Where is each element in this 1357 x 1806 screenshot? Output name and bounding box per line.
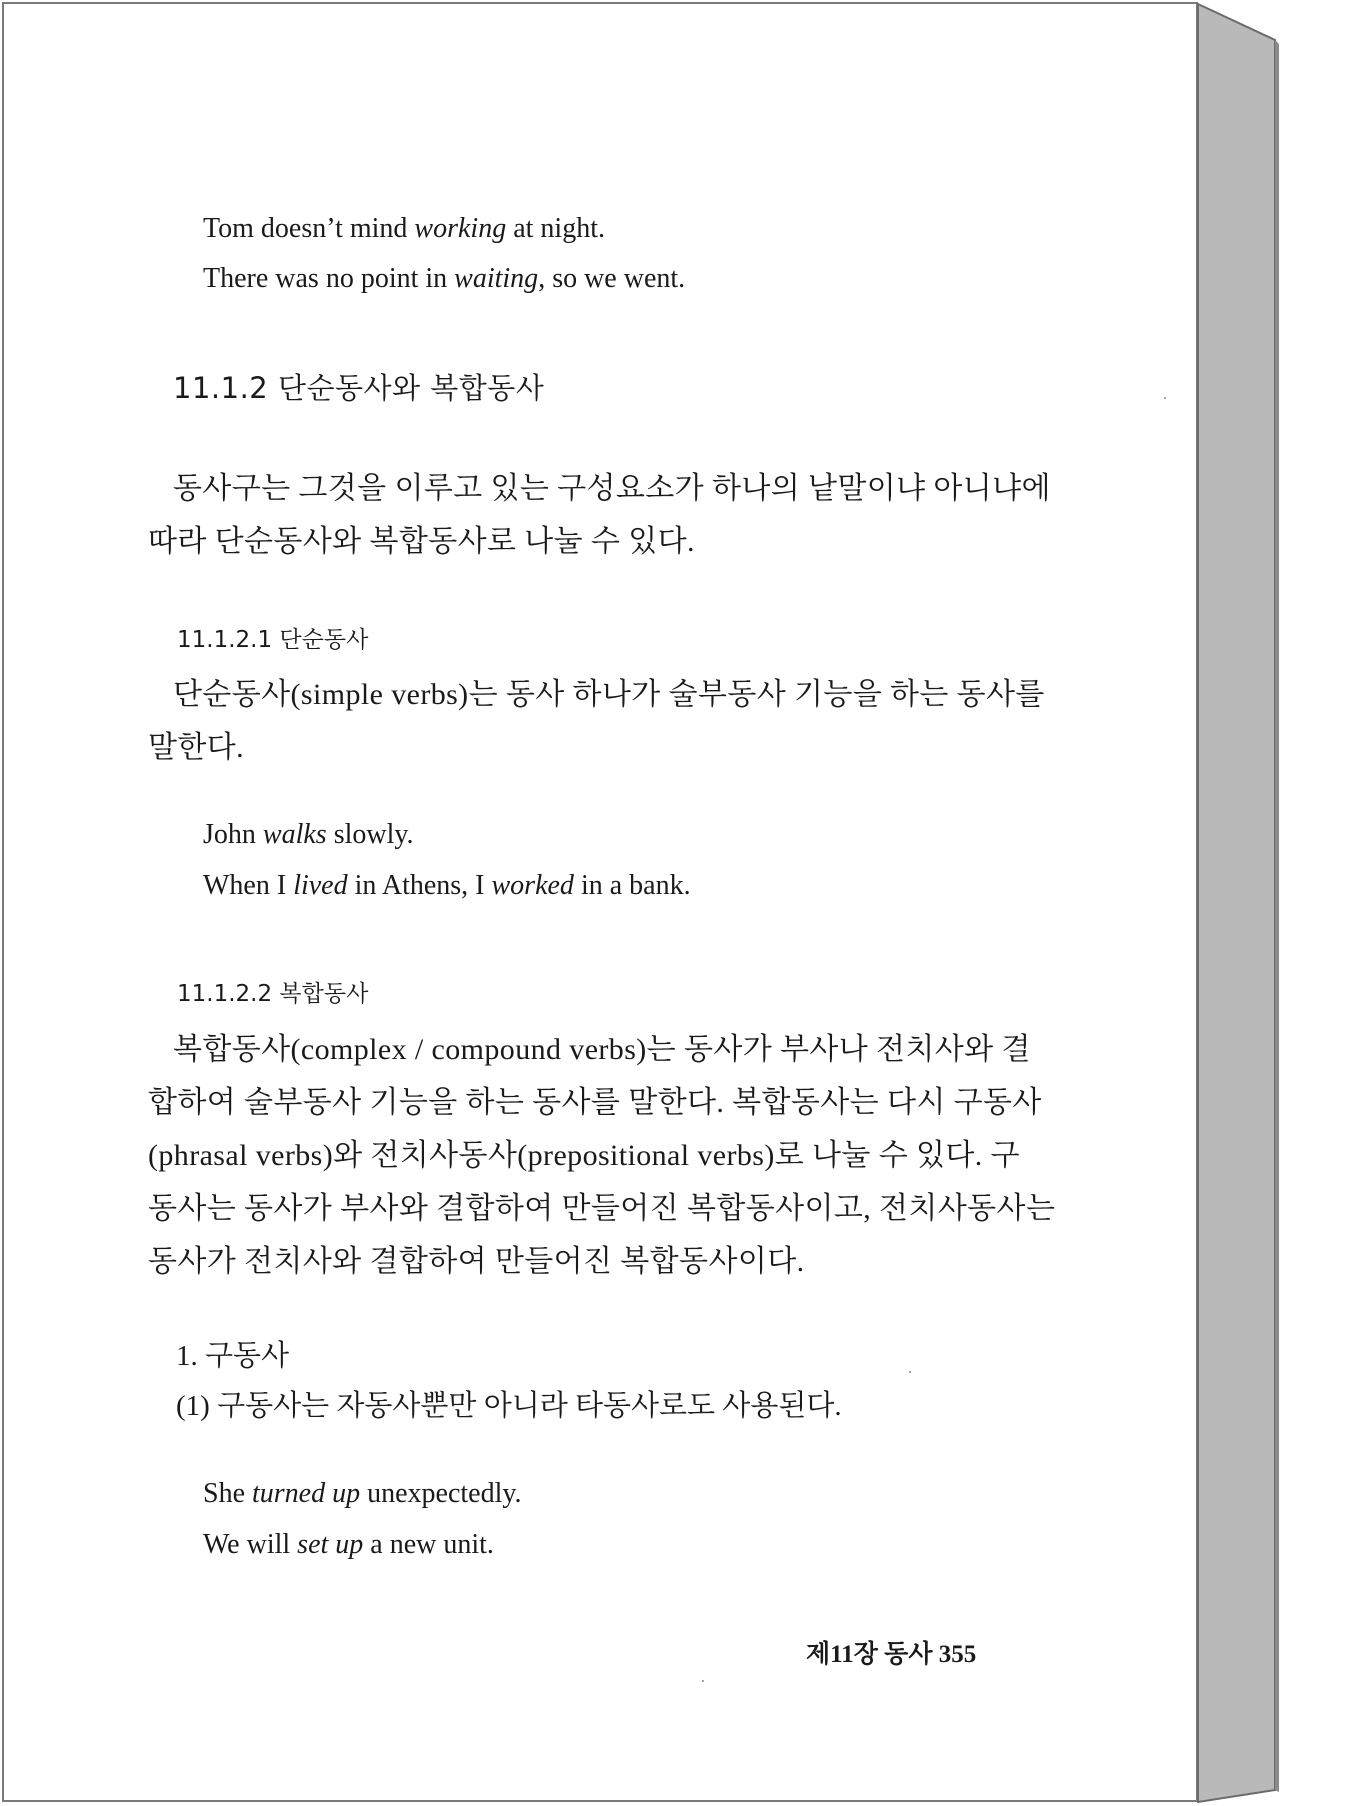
example-sentence: John walks slowly. (203, 819, 414, 850)
body-text-line: 동사는 동사가 부사와 결합하여 만들어진 복합동사이고, 전치사동사는 (148, 1192, 1056, 1225)
page-footer: 제11장 동사 355 (806, 1641, 977, 1668)
body-text-line: 단순동사(simple verbs)는 동사 하나가 술부동사 기능을 하는 동사를 (173, 678, 1045, 711)
example-sentence: Tom doesn’t mind working at night. (203, 213, 605, 244)
subsection-heading: 11.1.2.1 단순동사 (177, 627, 369, 653)
body-text-line: 동사구는 그것을 이루고 있는 구성요소가 하나의 낱말이냐 아니냐에 (173, 472, 1051, 505)
body-text-line: 말한다. (148, 731, 245, 764)
numbered-point: (1) 구동사는 자동사뿐만 아니라 타동사로도 사용된다. (176, 1390, 842, 1422)
body-text-line: 동사가 전치사와 결합하여 만들어진 복합동사이다. (148, 1245, 805, 1278)
example-sentence: There was no point in waiting, so we went. (203, 263, 686, 294)
section-heading: 11.1.2 단순동사와 복합동사 (173, 371, 545, 405)
scan-speck (1164, 397, 1166, 399)
body-text-line: 따라 단순동사와 복합동사로 나눌 수 있다. (148, 525, 695, 558)
body-text-line: 합하여 술부동사 기능을 하는 동사를 말한다. 복합동사는 다시 구동사 (148, 1086, 1042, 1119)
body-text-line: (phrasal verbs)와 전치사동사(prepositional verbs)로 나눌 수 있다. 구 (148, 1139, 1020, 1172)
body-text-line: 복합동사(complex / compound verbs)는 동사가 부사나 전치사와 결 (173, 1033, 1031, 1066)
example-sentence: We will set up a new unit. (203, 1529, 494, 1560)
scan-speck (702, 1680, 704, 1682)
scan-speck (909, 1371, 911, 1373)
example-sentence: She turned up unexpectedly. (203, 1478, 522, 1509)
subsection-heading: 11.1.2.2 복합동사 (177, 981, 369, 1007)
example-sentence: When I lived in Athens, I worked in a bank. (203, 870, 691, 901)
numbered-heading: 1. 구동사 (176, 1340, 290, 1372)
